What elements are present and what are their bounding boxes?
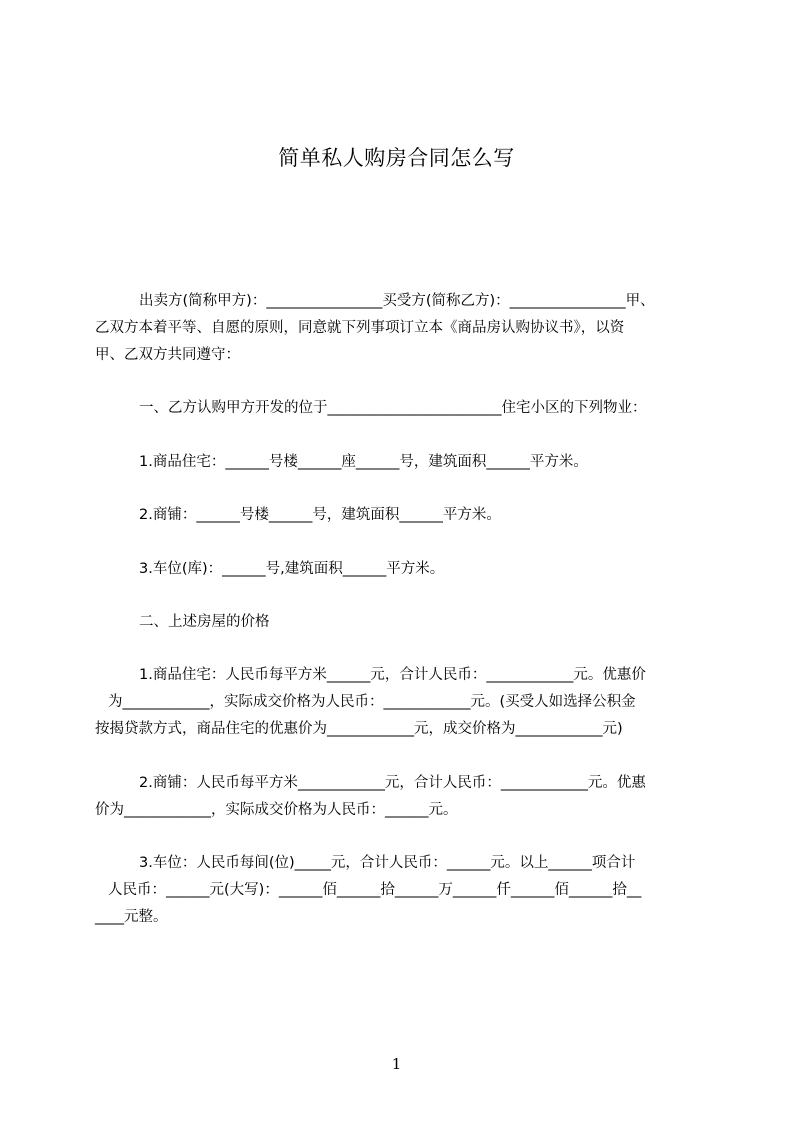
paragraph-line: 2.商铺：人民币每平方米____________元，合计人民币：____________元。优惠 <box>139 775 646 791</box>
paragraph-line: 乙双方本着平等、自愿的原则，同意就下列事项订立本《商品房认购协议书》，以资 <box>95 320 625 336</box>
page-number: 1 <box>391 1055 402 1073</box>
section-heading: 二、上述房屋的价格 <box>139 614 270 630</box>
paragraph-line: 3.车位(库)：______号,建筑面积______平方米。 <box>139 561 445 577</box>
paragraph-line: 1.商品住宅：人民币每平方米______元，合计人民币：____________元。优惠价 <box>139 667 646 683</box>
paragraph-line: 按揭贷款方式，商品住宅的优惠价为____________元，成交价格为____________元) <box>95 721 623 737</box>
paragraph-line: 价为____________，实际成交价格为人民币：______元。 <box>95 802 458 818</box>
paragraph-line: 2.商铺：______号楼______号，建筑面积______平方米。 <box>139 507 501 523</box>
paragraph-line: ____元整。 <box>95 909 168 925</box>
paragraph-line: 出卖方(简称甲方)：________________买受方(简称乙方)：________________甲、 <box>139 293 655 309</box>
document-title: 简单私人购房合同怎么写 <box>278 146 515 170</box>
paragraph-line: 人民币：______元(大写)：______佰______拾______万______仟______佰______拾__ <box>108 882 642 898</box>
paragraph-line: 3.车位：人民币每间(位)_____元，合计人民币：______元。以上______项合计 <box>139 855 636 871</box>
paragraph-line: 为____________，实际成交价格为人民币：____________元。(买受人如选择公积金 <box>108 694 636 710</box>
paragraph-line: 甲、乙双方共同遵守： <box>95 347 240 363</box>
section-heading: 一、乙方认购甲方开发的位于________________________住宅小区的下列物业： <box>139 400 647 416</box>
paragraph-line: 1.商品住宅：______号楼______座______号，建筑面积______平方米。 <box>139 454 588 470</box>
